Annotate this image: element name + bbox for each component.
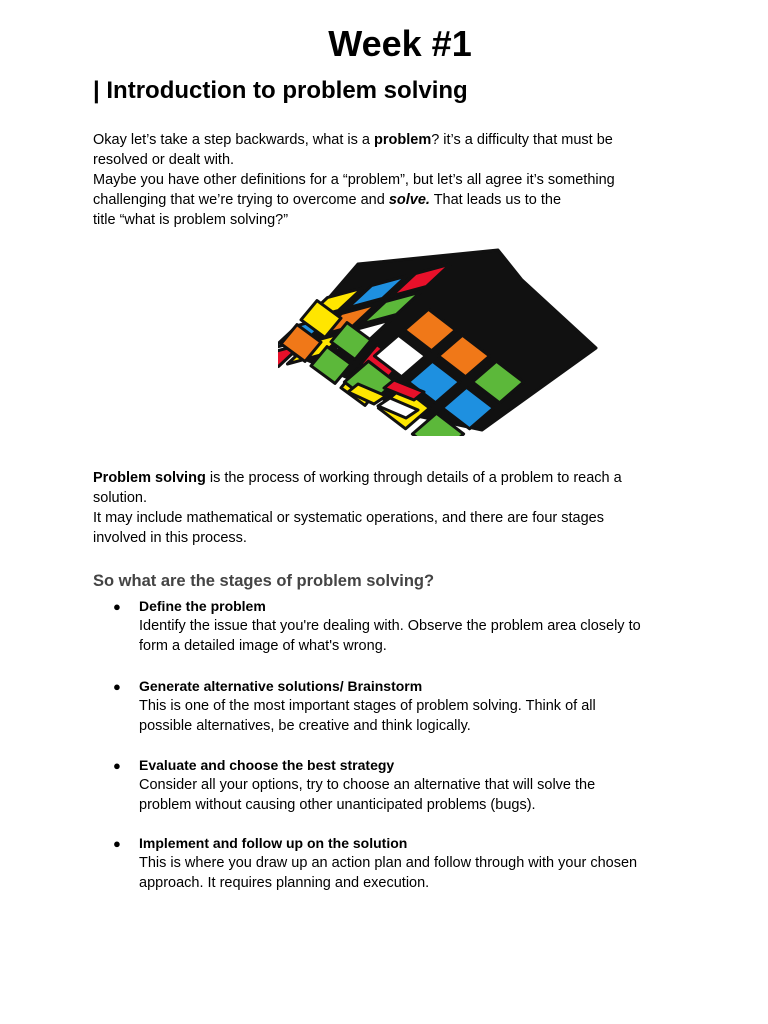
stage-title: Implement and follow up on the solution: [139, 835, 408, 851]
stage-description: [139, 853, 637, 893]
stages-heading: So what are the stages of problem solving?: [93, 572, 435, 590]
rubiks-cube-icon: [278, 244, 602, 436]
problem-term: problem: [374, 132, 432, 148]
bullet-icon: ●: [113, 679, 121, 694]
bullet-icon: ●: [113, 836, 121, 851]
stage-description: [139, 616, 641, 656]
problem-solving-term: Problem solving: [93, 470, 206, 486]
definition-line-2: solution.: [93, 490, 148, 506]
intro-paragraph: [93, 130, 693, 230]
stage-line: This is where you draw up an action plan and follow through with your chosen: [139, 855, 638, 871]
page-title: Week #1: [328, 23, 472, 64]
stage-line: Identify the issue that you're dealing with. Observe the problem area closely to: [139, 618, 641, 634]
stage-line: Consider all your options, try to choose an alternative that will solve the: [139, 777, 596, 793]
intro-line-1: Okay let’s take a step backwards, what is a problem? it’s a difficulty that must be: [93, 132, 613, 148]
definition-line-4: involved in this process.: [93, 530, 247, 546]
stage-description: [139, 696, 596, 736]
intro-line-5: title “what is problem solving?”: [93, 212, 289, 228]
stage-title: Generate alternative solutions/ Brainstorm: [139, 678, 423, 694]
stage-description: [139, 775, 595, 815]
stage-title: Evaluate and choose the best strategy: [139, 757, 395, 773]
intro-line-4: challenging that we’re trying to overcome and solve. That leads us to the: [93, 192, 562, 208]
stage-line: possible alternatives, be creative and think logically.: [139, 718, 471, 734]
bullet-icon: ●: [113, 758, 121, 773]
section-title: | Introduction to problem solving: [93, 77, 468, 104]
bullet-icon: ●: [113, 599, 121, 614]
definition-line-1: Problem solving is the process of working through details of a problem to reach a: [93, 470, 622, 486]
intro-line-3: Maybe you have other definitions for a “problem”, but let’s all agree it’s something: [93, 172, 615, 188]
intro-line-2: resolved or dealt with.: [93, 152, 235, 168]
stage-line: This is one of the most important stages of problem solving. Think of all: [139, 698, 596, 714]
stage-line: form a detailed image of what's wrong.: [139, 638, 387, 654]
stage-title: Define the problem: [139, 598, 266, 614]
definition-line-3: It may include mathematical or systematic operations, and there are four stages: [93, 510, 604, 526]
stage-line: approach. It requires planning and execution.: [139, 875, 430, 891]
stage-line: problem without causing other unanticipated problems (bugs).: [139, 797, 536, 813]
solve-term: solve.: [388, 192, 430, 208]
definition-paragraph: [93, 468, 693, 548]
